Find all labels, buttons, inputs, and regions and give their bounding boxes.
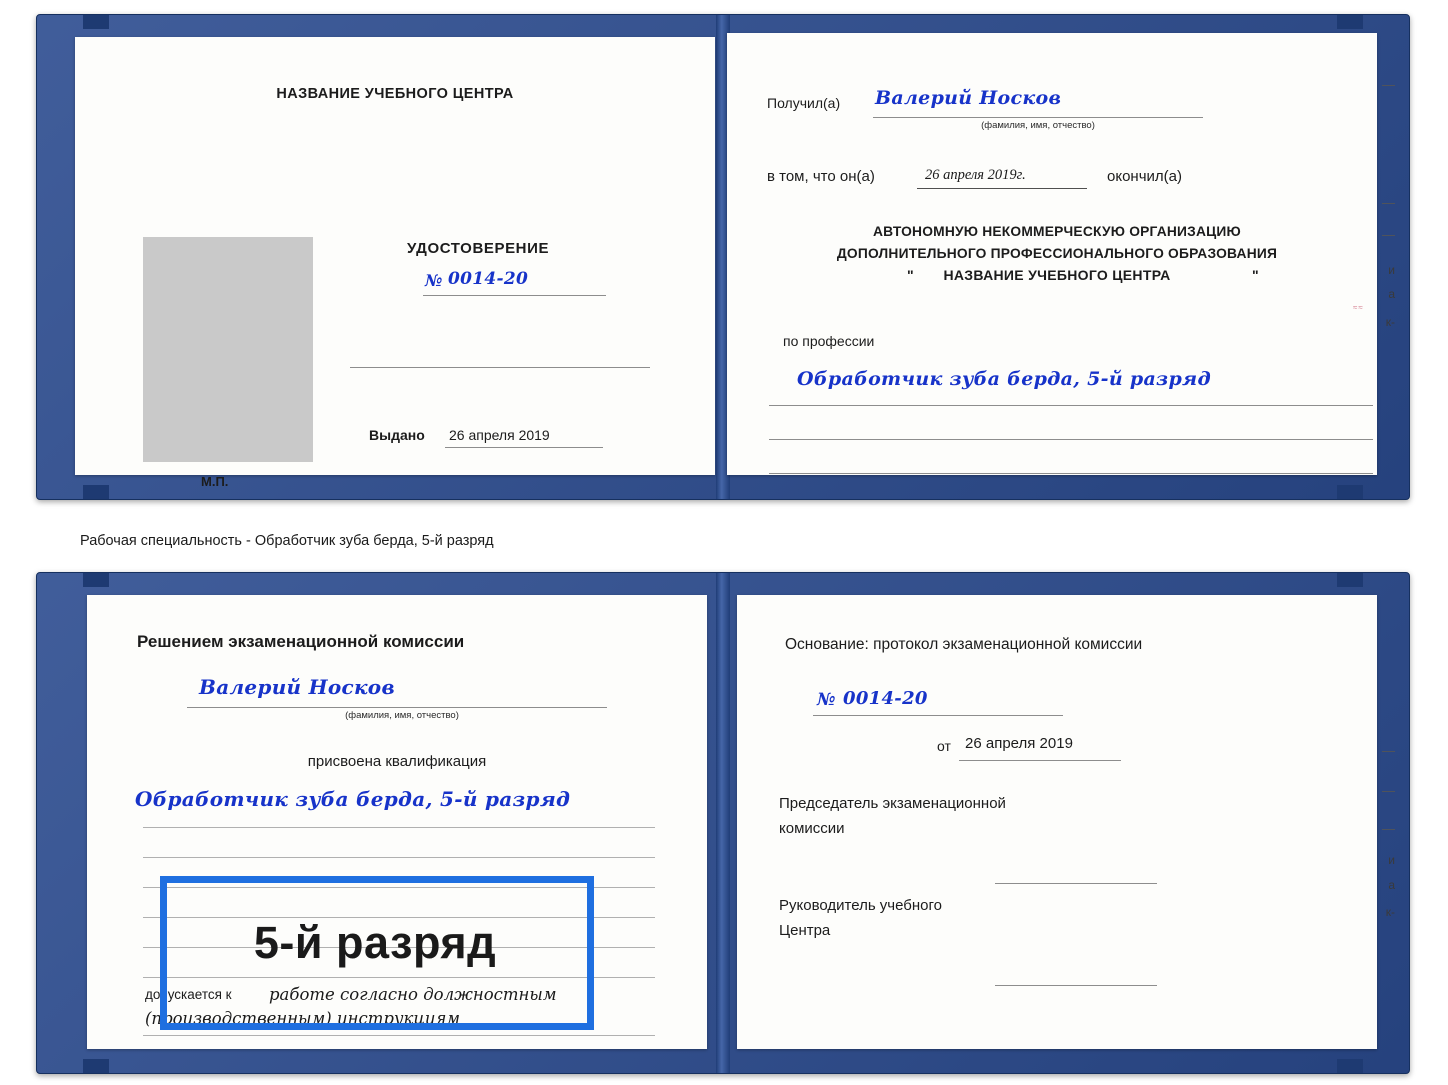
protocol-number-rule	[813, 715, 1063, 716]
profession-label: по профессии	[783, 333, 875, 349]
ink-smudge: ≈≈	[1353, 303, 1364, 312]
blank-rule-1	[350, 367, 650, 368]
allowed-value-line2: (производственным) инструкциям	[145, 1009, 461, 1028]
head-label-line1: Руководитель учебного	[779, 897, 942, 914]
profession-rule-1	[769, 405, 1373, 406]
number-rule	[423, 295, 606, 296]
org-line-1: АВТОНОМНУЮ НЕКОММЕРЧЕСКУЮ ОРГАНИЗАЦИЮ	[873, 224, 1241, 239]
finish-date: 26 апреля 2019г.	[925, 167, 1026, 183]
book-spine-bottom	[716, 573, 730, 1073]
basis-label: Основание: протокол экзаменационной комиссии	[785, 636, 1143, 653]
lined-rule-1	[143, 827, 655, 828]
org-quote-open: "	[907, 267, 914, 283]
page-caption: Рабочая специальность - Обработчик зуба берда, 5-й разряд	[80, 533, 494, 549]
top-left-page	[75, 37, 715, 489]
certificate-book-top	[36, 14, 1410, 500]
allowed-value-line1: работе согласно должностным	[269, 985, 557, 1004]
chairman-label-line1: Председатель экзаменационной	[779, 795, 1006, 812]
edge-bleed-bottom-1: и	[1388, 853, 1395, 867]
finish-date-rule	[917, 188, 1087, 189]
book-notch-top-right	[1337, 15, 1363, 29]
commission-decision-title: Решением экзаменационной комиссии	[137, 632, 465, 651]
protocol-date-label: от	[937, 738, 951, 754]
number-symbol: №	[425, 271, 443, 290]
name-hint-bottom: (фамилия, имя, отчество)	[345, 710, 459, 721]
certificate-number: 0014-20	[448, 269, 529, 289]
issued-date: 26 апреля 2019	[449, 427, 550, 443]
profession-rule-2	[769, 439, 1373, 440]
protocol-date-rule	[959, 760, 1121, 761]
book-notch-bottom-left	[83, 485, 109, 499]
in-that-label: в том, что он(а)	[767, 168, 875, 185]
edge-dash-top-2: —	[1382, 195, 1395, 210]
protocol-date-value: 26 апреля 2019	[965, 735, 1073, 752]
edge-dash-top-3: —	[1382, 227, 1395, 242]
edge-bleed-top-1: и	[1388, 263, 1395, 277]
qualification-label: присвоена квалификация	[307, 753, 487, 770]
protocol-number-value: 0014-20	[843, 688, 928, 709]
finished-label: окончил(а)	[1107, 168, 1182, 185]
edge-dash-bottom-2: —	[1382, 783, 1395, 798]
chairman-signature-rule	[995, 883, 1157, 884]
book-notch-bottom-right	[1337, 485, 1363, 499]
edge-bleed-top-2: а	[1388, 287, 1395, 301]
edge-bleed-top-3: к-	[1385, 315, 1395, 329]
book-notch2-bottom-left	[83, 1059, 109, 1073]
lined-rule-2	[143, 857, 655, 858]
org-name: НАЗВАНИЕ УЧЕБНОГО ЦЕНТРА	[943, 267, 1171, 283]
profession-rule-3	[769, 473, 1373, 474]
book-notch-top-left	[83, 15, 109, 29]
top-right-page	[727, 33, 1377, 475]
training-center-title: НАЗВАНИЕ УЧЕБНОГО ЦЕНТРА	[276, 86, 514, 102]
protocol-number-symbol: №	[817, 690, 836, 710]
graduate-name: Валерий Носков	[199, 675, 395, 699]
received-name-rule	[873, 117, 1203, 118]
edge-dash-bottom-3: —	[1382, 821, 1395, 836]
book-notch2-bottom-right	[1337, 1059, 1363, 1073]
bottom-right-page	[737, 595, 1377, 1049]
rank-highlight-label: 5-й разряд	[253, 917, 497, 968]
chairman-label-line2: комиссии	[779, 820, 845, 837]
stamp-label: М.П.	[201, 474, 229, 489]
qualification-value: Обработчик зуба берда, 5-й разряд	[135, 787, 571, 811]
name-hint: (фамилия, имя, отчество)	[981, 120, 1095, 131]
org-quote-close: "	[1252, 267, 1259, 283]
photo-placeholder	[143, 237, 313, 462]
edge-dash-top-1: —	[1382, 77, 1395, 92]
edge-dash-bottom-1: —	[1382, 743, 1395, 758]
org-line-2: ДОПОЛНИТЕЛЬНОГО ПРОФЕССИОНАЛЬНОГО ОБРАЗОВАНИЯ	[836, 246, 1278, 261]
head-signature-rule	[995, 985, 1157, 986]
graduate-name-rule	[187, 707, 607, 708]
lined-rule-7	[143, 1035, 655, 1036]
edge-bleed-bottom-3: к-	[1385, 905, 1395, 919]
head-label-line2: Центра	[779, 922, 831, 939]
book-notch2-top-right	[1337, 573, 1363, 587]
allowed-label: допускается к	[145, 987, 232, 1002]
issued-date-rule	[445, 447, 603, 448]
book-notch2-top-left	[83, 573, 109, 587]
issued-label: Выдано	[369, 427, 425, 443]
document-type-label: УДОСТОВЕРЕНИЕ	[407, 240, 550, 257]
received-name: Валерий Носков	[875, 87, 1062, 109]
edge-bleed-bottom-2: а	[1388, 878, 1395, 892]
received-label: Получил(а)	[767, 95, 841, 111]
profession-value: Обработчик зуба берда, 5-й разряд	[797, 368, 1211, 390]
